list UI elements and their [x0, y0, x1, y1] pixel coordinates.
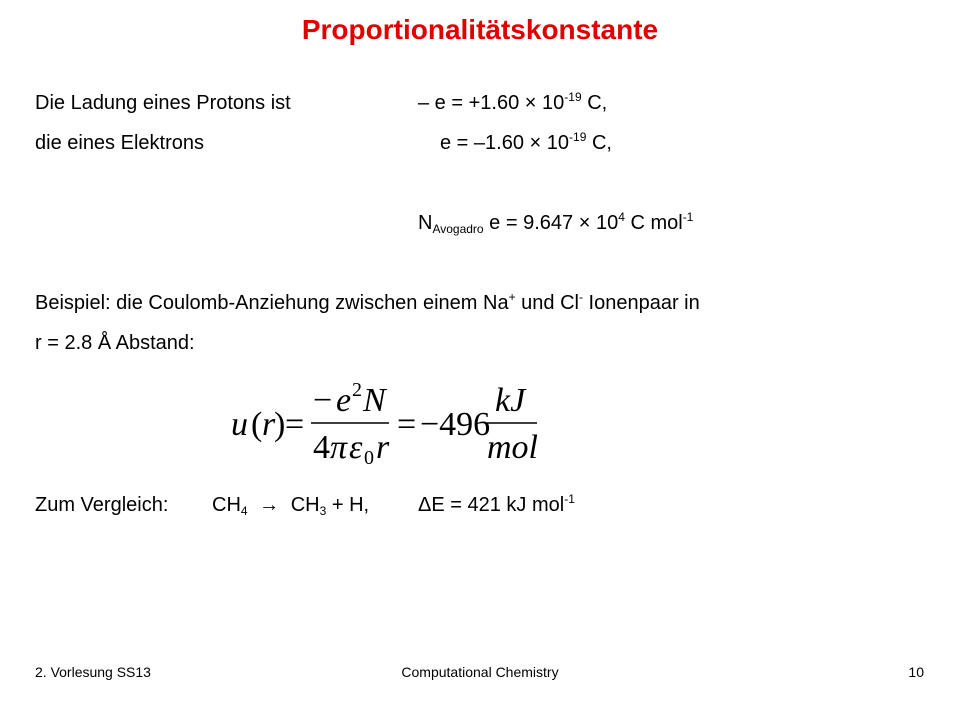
reaction-arrow: →: [259, 494, 280, 516]
electron-base: 10: [546, 132, 570, 154]
delta-symbol: Δ: [418, 494, 432, 516]
formula-rparen: ): [274, 406, 286, 443]
electron-unit: C,: [591, 132, 612, 154]
proton-value: +1.60: [468, 92, 520, 114]
avogadro-N: N: [418, 212, 433, 234]
avogadro-exp: 4: [618, 210, 625, 224]
comparison-label: Zum Vergleich:: [35, 494, 169, 516]
formula-den-pi: π: [330, 429, 348, 466]
formula-num-e-exp: 2: [352, 379, 362, 401]
electron-charge: [440, 132, 612, 155]
slide-title: Proportionalitätskonstante: [301, 14, 659, 45]
formula-den-r: r: [376, 429, 390, 466]
formula-eq2: =: [397, 406, 417, 443]
plus-h: + H,: [331, 494, 370, 516]
electron-exp: -19: [569, 130, 587, 144]
comparison-energy: [418, 494, 575, 517]
na-charge: +: [508, 290, 516, 304]
proton-lhs: – e =: [418, 92, 464, 114]
ch4-sub: 4: [240, 504, 248, 518]
formula-r: r: [262, 406, 276, 443]
formula-mol: mol: [487, 429, 538, 466]
proton-unit: C,: [587, 92, 608, 114]
formula-eq1: =: [285, 406, 305, 443]
example-text-b: und Cl: [521, 292, 579, 314]
electron-label: die eines Elektrons: [35, 132, 204, 154]
cl-charge: -: [578, 290, 583, 304]
footer-page-number: 10: [908, 664, 924, 680]
energy-text: E = 421 kJ mol: [431, 494, 565, 516]
example-line2: r = 2.8 Å Abstand:: [35, 332, 195, 354]
example-line1: [35, 292, 700, 315]
comparison-reaction: [212, 494, 369, 517]
formula-lparen: (: [251, 406, 263, 443]
coulomb-formula: [225, 378, 545, 468]
formula-u: u: [231, 406, 248, 443]
formula-den-4: 4: [313, 429, 330, 466]
proton-charge: [418, 92, 607, 115]
avogadro-rest: e = 9.647: [489, 212, 574, 234]
ch4: CH: [212, 494, 241, 516]
avogadro-times: ×: [578, 212, 591, 234]
avogadro-unit-exp: -1: [682, 210, 694, 224]
formula-num-e: e: [336, 382, 352, 419]
electron-times: ×: [529, 132, 542, 154]
energy-exp: -1: [564, 492, 575, 506]
proton-label: Die Ladung eines Protons ist: [35, 92, 291, 114]
example-text-a: Beispiel: die Coulomb-Anziehung zwischen einem Na: [35, 292, 509, 314]
proton-times: ×: [524, 92, 537, 114]
avogadro-line: [418, 212, 693, 235]
footer-course: Computational Chemistry: [401, 664, 559, 680]
formula-kJ: kJ: [495, 382, 526, 419]
formula-den-eps-sub: 0: [364, 447, 374, 468]
formula-value: −496: [420, 406, 491, 443]
ch3-sub: 3: [319, 504, 327, 518]
proton-exp: -19: [564, 90, 582, 104]
avogadro-unit: C mol: [630, 212, 683, 234]
proton-base: 10: [542, 92, 565, 114]
formula-num-minus: −: [313, 382, 333, 419]
ch3: CH: [290, 494, 320, 516]
formula-num-N: N: [363, 382, 386, 419]
avogadro-base: 10: [595, 212, 619, 234]
footer-lecture: 2. Vorlesung SS13: [35, 664, 151, 680]
avogadro-sub: Avogadro: [432, 222, 484, 236]
electron-value: –1.60: [473, 132, 524, 154]
formula-den-eps: ε: [349, 429, 363, 466]
example-text-c: Ionenpaar in: [588, 292, 700, 314]
electron-lhs: e =: [440, 132, 469, 154]
